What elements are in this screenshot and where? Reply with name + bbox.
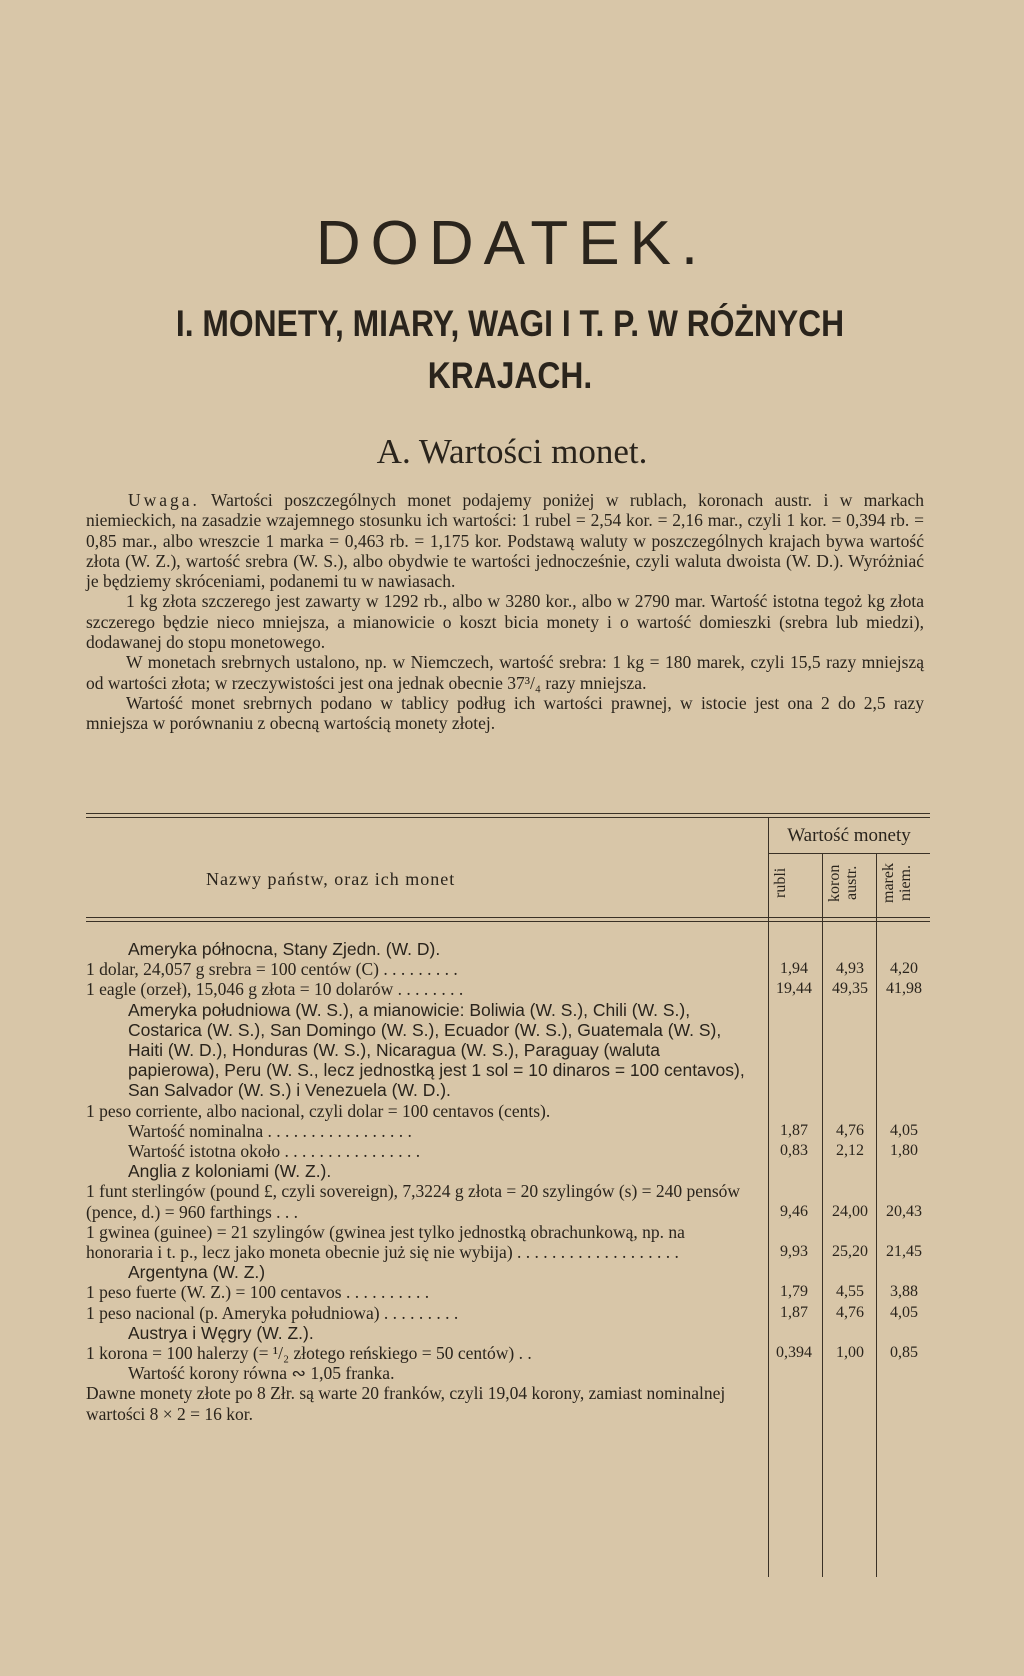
row-label: Dawne monety złote po 8 Złr. są warte 20 franków, czyli 19,04 korony, zamiast nominalnej wartości 8 × 2 = 16 kor. <box>86 1383 726 1424</box>
table-row <box>86 1343 930 1363</box>
table-group-heading <box>86 1262 930 1282</box>
row-label: Argentyna (W. Z.) <box>128 1262 266 1283</box>
value-rubli: 19,44 <box>776 980 812 998</box>
header-bottom-rule-2 <box>86 921 930 922</box>
value-rubli: 0,394 <box>776 1344 812 1362</box>
table-row <box>86 1101 930 1121</box>
table-row <box>86 1181 930 1221</box>
header-value-group: Wartość monety <box>787 825 911 846</box>
intro-paragraph-4: Wartość monet srebrnych podano w tablicy podług ich wartości prawnej, w istocie jest ona 2 do 2,5 razy mniejsza w porównaniu z obecną wartością monety złotej. <box>86 692 924 734</box>
value-rubli: 1,87 <box>780 1121 808 1139</box>
table-row <box>86 1303 930 1323</box>
table-group-heading <box>86 1161 930 1181</box>
table-top-rule-2 <box>86 817 930 818</box>
value-koron: 4,76 <box>836 1303 864 1321</box>
value-rubli: 9,46 <box>780 1202 808 1220</box>
value-koron: 2,12 <box>836 1142 864 1160</box>
table-group-heading <box>86 1000 930 1101</box>
table-group-heading <box>86 939 930 959</box>
value-marek: 3,88 <box>890 1283 918 1301</box>
value-rubli: 1,94 <box>780 960 808 978</box>
value-koron: 1,00 <box>836 1344 864 1362</box>
table-row <box>86 1363 930 1383</box>
row-label: Austrya i Węgry (W. Z.). <box>128 1322 314 1343</box>
value-marek: 4,05 <box>890 1303 918 1321</box>
subsection-heading: A. Wartości monet. <box>376 432 648 471</box>
row-label: 1 peso fuerte (W. Z.) = 100 centavos . . . . . . . . . . <box>86 1282 430 1303</box>
value-marek: 4,05 <box>890 1121 918 1139</box>
section-heading: I. MONETY, MIARY, WAGI I T. P. W RÓŻNYCH KRAJACH. <box>175 303 845 396</box>
value-koron: 4,93 <box>836 960 864 978</box>
table-row <box>86 1141 930 1161</box>
row-label: 1 korona = 100 halerzy (= ¹/₂ złotego reńskiego = 50 centów) . . <box>86 1343 532 1364</box>
row-label: 1 eagle (orzeł), 15,046 g złota = 10 dolarów . . . . . . . . <box>86 979 464 1000</box>
table-group-heading <box>86 1323 930 1343</box>
row-label: Anglia z koloniami (W. Z.). <box>128 1161 332 1182</box>
header-bottom-rule <box>86 917 930 918</box>
value-marek: 21,45 <box>886 1243 922 1261</box>
value-rubli: 1,87 <box>780 1303 808 1321</box>
table-row <box>86 1383 930 1423</box>
row-label: 1 peso corriente, albo nacional, czyli dolar = 100 centavos (cents). <box>86 1100 551 1121</box>
value-koron: 24,00 <box>832 1202 868 1220</box>
value-marek: 41,98 <box>886 980 922 998</box>
header-marek: marek niem. <box>880 863 914 903</box>
header-rubli: rubli <box>772 867 789 899</box>
value-marek: 20,43 <box>886 1202 922 1220</box>
value-rubli: 9,93 <box>780 1243 808 1261</box>
row-label: 1 dolar, 24,057 g srebra = 100 centów (C) . . . . . . . . . <box>86 959 458 980</box>
row-label: 1 funt sterlingów (pound £, czyli sovereign), 7,3224 g złota = 20 szylingów (s) = 240 pensów (pence, d.) = 960 farthings . . . <box>86 1181 741 1222</box>
value-marek: 0,85 <box>890 1344 918 1362</box>
value-marek: 1,80 <box>890 1142 918 1160</box>
intro-paragraph-2: 1 kg złota szczerego jest zawarty w 1292 rb., albo w 3280 kor., albo w 2790 mar. Wartość istotna tegoż kg złota szczerego będzie nieco mniejsza, a mianowicie o koszt bicia monety i o wartość domieszki (srebra lub miedzi), dodawanej do stopu monetowego. <box>86 591 924 653</box>
row-label: Ameryka północna, Stany Zjedn. (W. D). <box>128 939 441 959</box>
note-label: Uwaga. <box>128 490 200 510</box>
header-names: Nazwy państw, oraz ich monet <box>206 869 456 889</box>
row-label: Wartość nominalna . . . . . . . . . . . . . . . . . <box>128 1120 412 1141</box>
value-marek: 4,20 <box>890 960 918 978</box>
row-label: 1 peso nacional (p. Ameryka południowa) . . . . . . . . . <box>86 1302 459 1323</box>
value-koron: 4,76 <box>836 1121 864 1139</box>
row-label: Wartość korony równa ∾ 1,05 franka. <box>128 1363 395 1384</box>
value-koron: 4,55 <box>836 1283 864 1301</box>
intro-text <box>86 490 924 734</box>
table-row <box>86 959 930 979</box>
appendix-title: DODATEK. <box>315 209 709 278</box>
intro-paragraph-3: W monetach srebrnych ustalono, np. w Niemczech, wartość srebra: 1 kg = 180 marek, czyli 15,5 razy mniejszą od wartości złota; w rzeczywistości jest ona jednak obecnie 37³/₄ razy mniejsza. <box>86 652 924 693</box>
value-koron: 49,35 <box>832 980 868 998</box>
header-koron: koron austr. <box>826 864 860 902</box>
value-rubli: 0,83 <box>780 1142 808 1160</box>
table-row <box>86 1282 930 1302</box>
row-label: 1 gwinea (guinee) = 21 szylingów (gwinea jest tylko jednostką obrachunkową, np. na honoraria i t. p., lecz jako moneta obecnie już się nie wybija) . . . . . . . . . . . . . . . . . . . <box>86 1221 685 1263</box>
row-label: Ameryka południowa (W. S.), a mianowicie: Boliwia (W. S.), Chili (W. S.), Costarica (W. S.), San Domingo (W. S.), Ecuador (W. S.), Guatemala (W. S), Haiti (W. D.), Honduras (W. S.), Nicaragua (W. S.), Paraguay (waluta papierowa), Peru (W. S., lecz jednostką jest 1 sol = 10 dinaros = 100 centavos), San Salvador (W. S.) i Venezuela (W. D.). <box>128 999 745 1101</box>
table-row <box>86 1222 930 1262</box>
table-row <box>86 1121 930 1141</box>
value-rubli: 1,79 <box>780 1283 808 1301</box>
intro-paragraph-1-text: Wartości poszczególnych monet podajemy poniżej w rublach, koronach austr. i w markach niemieckich, na zasadzie wzajemnego stosunku ich wartości: 1 rubel = 2,54 kor. = 2,16 mar., czyli 1 kor. = 0,394 rb. = 0,85 mar., albo wreszcie 1 marka = 0,463 rb. = 1,175 kor. Podstawą waluty w poszczególnych krajach bywa wartość złota (W. Z.), wartość srebra (W. S.), albo obydwie te wartości jednocześnie, czyli waluta dwoista (W. D.). Wyróżniać je będziemy skróceniami, podanemi tu w nawiasach. <box>86 490 924 592</box>
table-top-rule <box>86 813 930 814</box>
value-koron: 25,20 <box>832 1243 868 1261</box>
table-row <box>86 979 930 999</box>
row-label: Wartość istotna około . . . . . . . . . . . . . . . . <box>128 1141 421 1162</box>
table-body <box>86 939 930 1424</box>
intro-paragraph-1 <box>86 490 924 591</box>
